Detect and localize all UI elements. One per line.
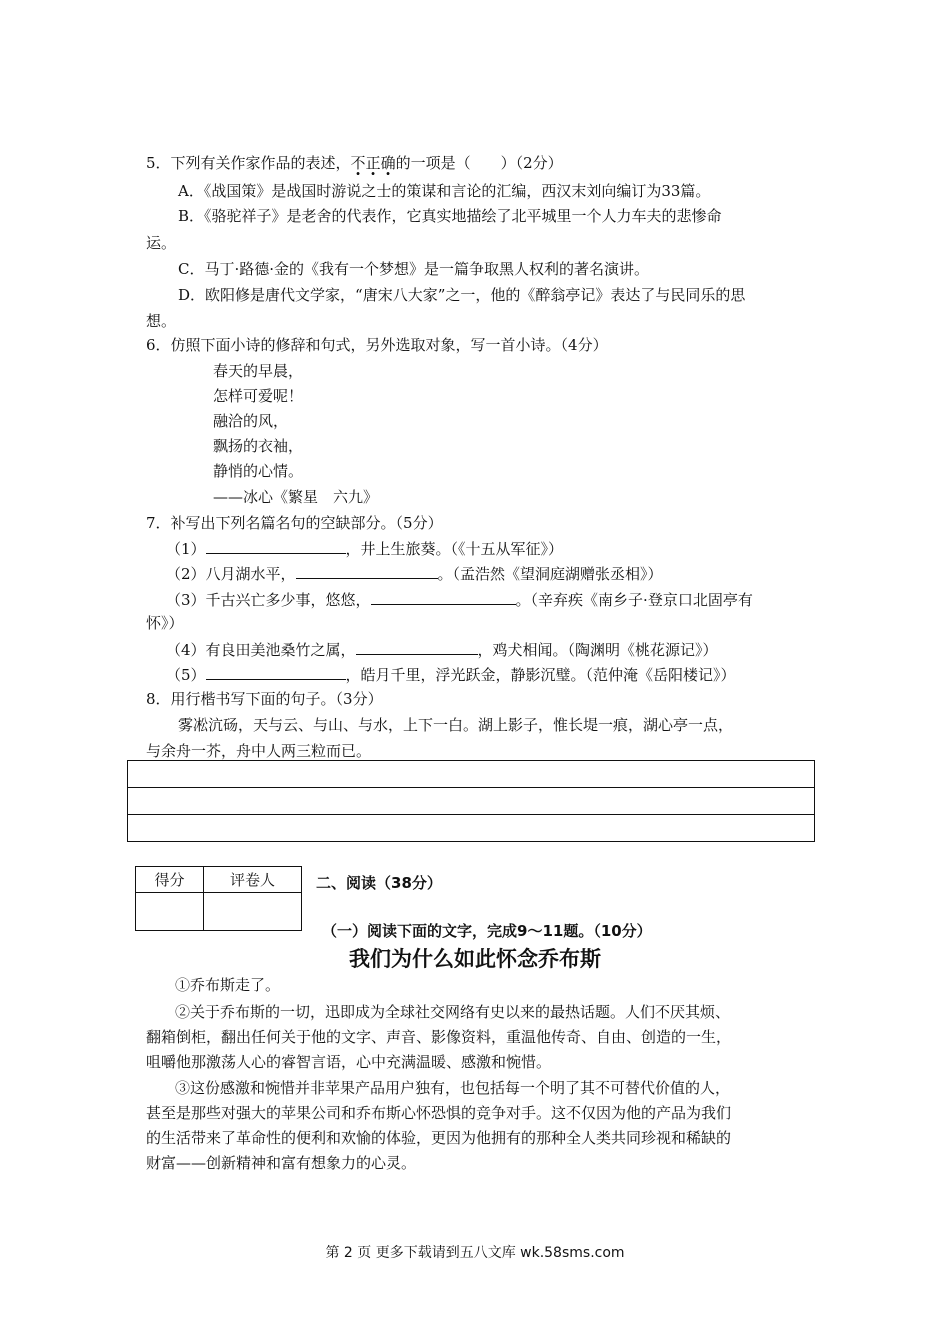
score-header: 得分 [136,867,204,893]
poem-line: 怎样可爱呢！ [213,387,304,405]
grader-cell[interactable] [204,893,302,931]
writing-row[interactable] [128,815,814,842]
q5-option-d-cont: 想。 [146,312,177,330]
poem-line: 春天的早晨， [213,362,304,380]
poem-line: 融洽的风， [213,412,289,430]
paragraph-1: ①乔布斯走了。 [175,976,281,994]
q5-option-b-cont: 运。 [146,234,177,252]
q7-item-3: （3）千古兴亡多少事，悠悠， 。（辛弃疾《南乡子·登京口北固亭有 [166,588,753,610]
q7-item-1: （1） ，井上生旅葵。（《十五从军征》） [166,537,563,559]
poem-source: ——冰心《繁星 六九》 [213,488,379,506]
answer-blank[interactable] [206,537,346,554]
writing-row[interactable] [128,761,814,788]
q7-item-4: （4）有良田美池桑竹之属， ，鸡犬相闻。（陶渊明《桃花源记》） [166,638,718,660]
poem-line: 静悄的心情。 [213,462,304,480]
q5-option-b: B．《骆驼祥子》是老舍的代表作，它真实地描绘了北平城里一个人力车夫的悲惨命 [178,207,722,225]
paragraph-3: ③这份感激和惋惜并非苹果产品用户独有，也包括每一个明了其不可替代价值的人， [175,1079,731,1097]
answer-blank[interactable] [371,588,516,605]
emphasis-char: 确 [380,154,396,172]
page-footer: 第 2 页 更多下载请到五八文库 wk.58sms.com [325,1245,625,1261]
paragraph-2-line: 咀嚼他那激荡人心的睿智言语，心中充满温暖、感激和惋惜。 [146,1053,552,1071]
grader-header: 评卷人 [204,867,302,893]
q7-item-3-cont: 怀》） [146,614,184,632]
q8-text: 雾凇沆砀，天与云、与山、与水，上下一白。湖上影子，惟长堤一痕，湖心亭一点， [178,716,734,734]
poem-line: 飘扬的衣袖， [213,437,304,455]
score-cell[interactable] [136,893,204,931]
paragraph-3-line: 的生活带来了革命性的便利和欢愉的体验，更因为他拥有的那种全人类共同珍视和稀缺的 [146,1129,732,1147]
answer-blank[interactable] [356,638,478,655]
writing-area[interactable] [127,760,815,842]
paragraph-3-line: 财富——创新精神和富有想象力的心灵。 [146,1154,417,1172]
q5-option-c: C．马丁·路德·金的《我有一个梦想》是一篇争取黑人权利的著名演讲。 [178,260,650,278]
emphasis-char: 不 [350,154,366,172]
paragraph-3-line: 甚至是那些对强大的苹果公司和乔布斯心怀恐惧的竞争对手。这不仅因为他的产品为我们 [146,1104,732,1122]
score-table [135,866,302,931]
emphasis-char: 正 [365,154,381,172]
q8-text-cont: 与余舟一芥，舟中人两三粒而已。 [146,742,372,760]
q7-item-5: （5） ，皓月千里，浮光跃金，静影沉璧。（范仲淹《岳阳楼记》） [166,663,736,685]
q5-stem: 5．下列有关作家作品的表述，不正确的一项是（ ）（2分） [146,154,563,172]
q5-option-a: A．《战国策》是战国时游说之士的策谋和言论的汇编，西汉末刘向编订为33篇。 [178,182,711,200]
reading-instruction: （一）阅读下面的文字，完成9～11题。（10分） [322,922,652,940]
q7-stem: 7．补写出下列名篇名句的空缺部分。（5分） [146,514,443,532]
answer-blank[interactable] [206,663,346,680]
q6-stem: 6．仿照下面小诗的修辞和句式，另外选取对象，写一首小诗。（4分） [146,336,608,354]
section-heading: 二、阅读（38分） [316,874,442,892]
answer-blank[interactable] [296,562,438,579]
writing-row[interactable] [128,788,814,815]
paragraph-2: ②关于乔布斯的一切，迅即成为全球社交网络有史以来的最热话题。人们不厌其烦、 [175,1003,731,1021]
q8-stem: 8．用行楷书写下面的句子。（3分） [146,690,383,708]
article-title: 我们为什么如此怀念乔布斯 [349,947,601,971]
q5-option-d: D．欧阳修是唐代文学家，“唐宋八大家”之一，他的《醉翁亭记》表达了与民同乐的思 [178,286,746,304]
q7-item-2: （2）八月湖水平， 。（孟浩然《望洞庭湖赠张丞相》） [166,562,663,584]
paragraph-2-line: 翻箱倒柜，翻出任何关于他的文字、声音、影像资料，重温他传奇、自由、创造的一生， [146,1028,732,1046]
